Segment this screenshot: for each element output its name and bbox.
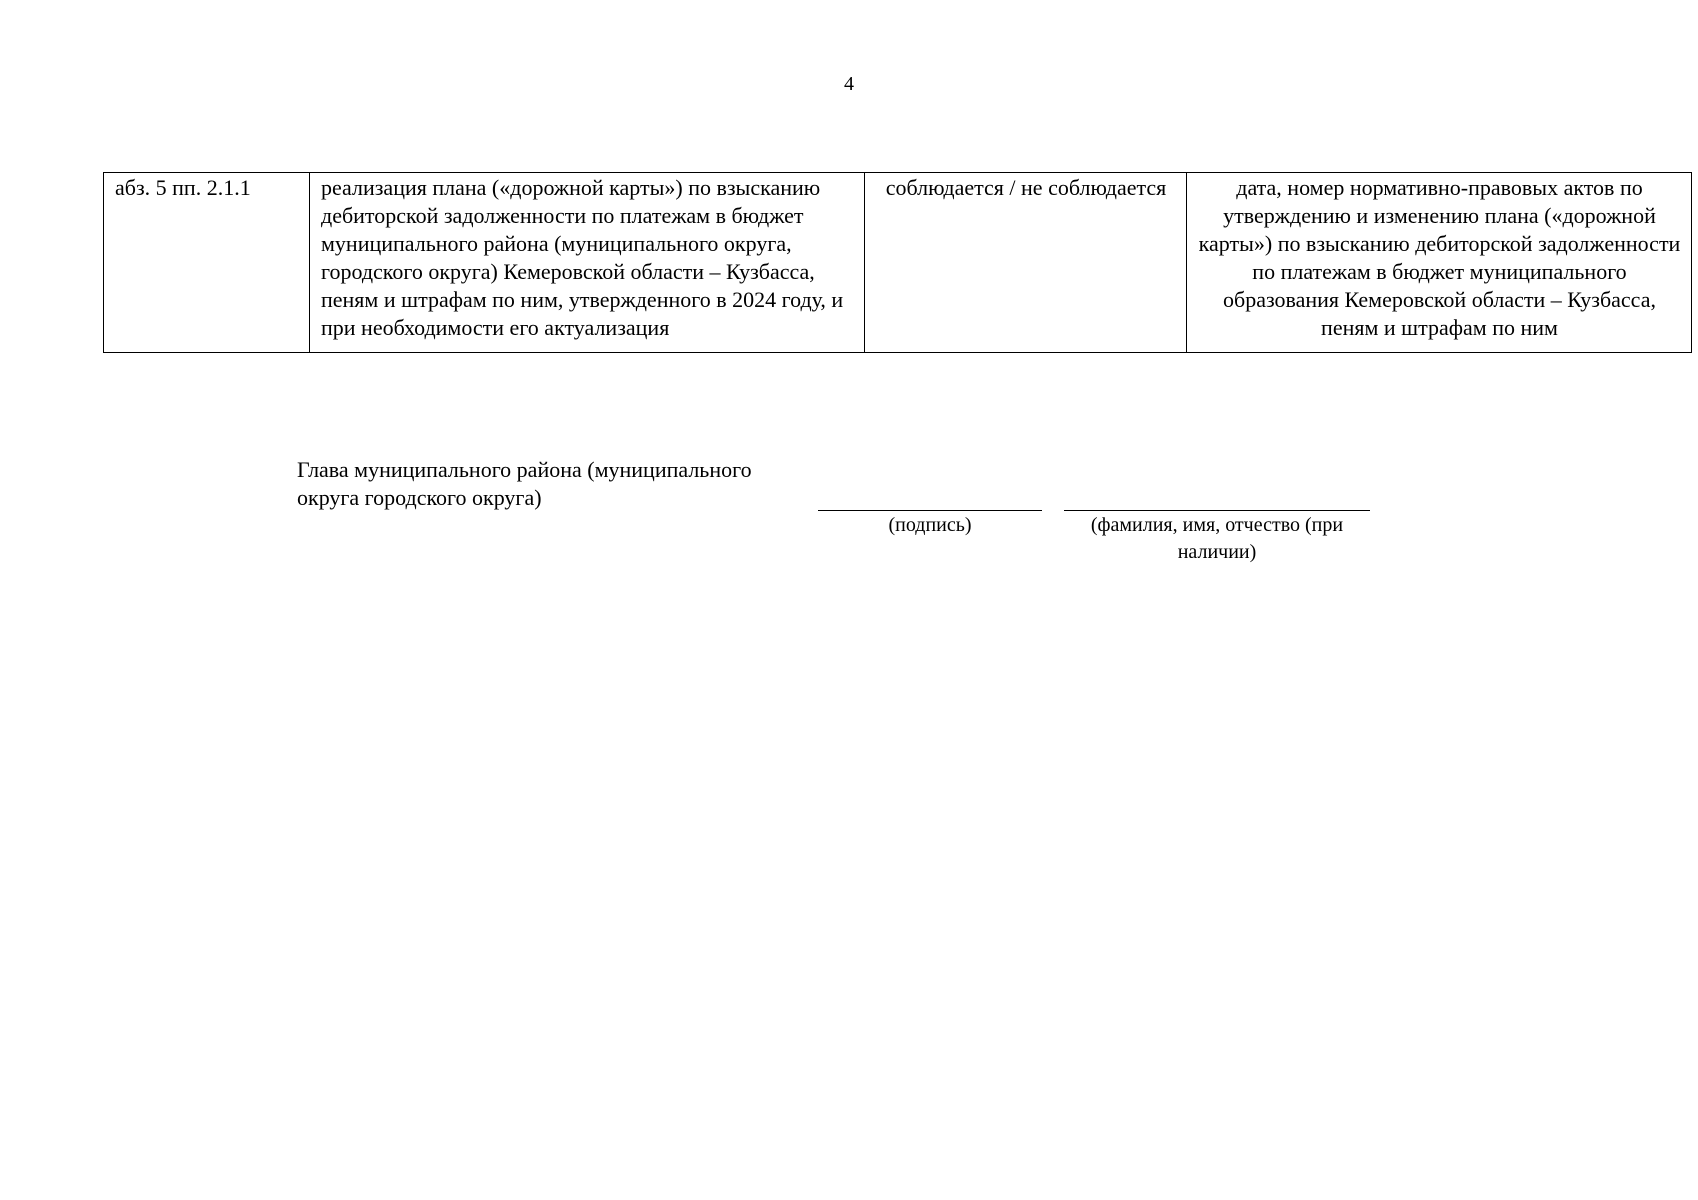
signature-caption: (подпись) xyxy=(888,514,972,536)
cell-description: реализация плана («дорожной карты») по взысканию дебиторской задолженности по платежам в бюджет муниципального района (муниципального округа, городского округа) Кемеровской области – Кузбасса, пеням и штрафам по ним, утвержденного в 2024 году, и при необходимости его актуализация xyxy=(310,173,865,353)
criteria-table xyxy=(103,172,1692,353)
cell-status: соблюдается / не соблюдается xyxy=(865,173,1187,353)
signature-line xyxy=(818,510,1042,511)
name-caption: (фамилия, имя, отчество (при наличии) xyxy=(1090,514,1344,563)
page-number: 4 xyxy=(844,73,854,95)
cell-documents: дата, номер нормативно-правовых актов по утверждению и изменению плана («дорожной карты») по взысканию дебиторской задолженности по платежам в бюджет муниципального образования Кемеровской области – Кузбасса, пеням и штрафам по ним xyxy=(1187,173,1692,353)
table-row xyxy=(104,173,1692,353)
cell-reference: абз. 5 пп. 2.1.1 xyxy=(104,173,310,353)
name-line xyxy=(1064,510,1370,511)
signatory-role: Глава муниципального района (муниципального округа городского округа) xyxy=(297,457,752,510)
